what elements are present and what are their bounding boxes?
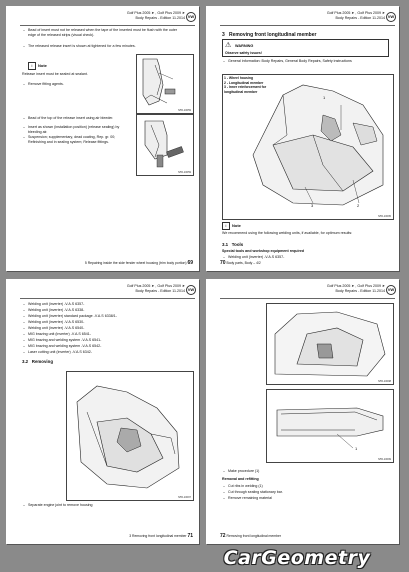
page-header: Golf Plus 2005 ➤ , Golf Plus 2009 ➤ Body Repairs - Edition 11.2014 — [126, 284, 185, 293]
tools-heading: Special tools and workshop equipment required — [222, 249, 305, 253]
page-number: 72 — [220, 533, 226, 539]
document-page-72 — [206, 279, 399, 544]
warning-triangle-icon: ⚠ — [225, 42, 232, 49]
bullet-text: – The released release insert is shown at tightened for a few minutes. — [28, 44, 178, 49]
bullet-text: – General information: Body Repairs, General Body Repairs, Safety instructions — [228, 59, 378, 64]
page-header: Golf Plus 2005 ➤ , Golf Plus 2009 ➤ Body Repairs - Edition 11.2014 — [126, 11, 185, 20]
bullet-text: – Remove fitting agents. — [28, 82, 128, 87]
vw-logo-icon: VW — [386, 285, 396, 295]
subsection-heading: 3.2 Removing — [22, 359, 54, 364]
bullet-text: – Cut through sealing stationary bar. — [228, 490, 378, 495]
engine-joint-drawing — [67, 372, 193, 500]
bullet-text: – Bead of the top of the release insert using air bleeder. — [28, 116, 128, 121]
subheading: Removal and refitting — [222, 477, 259, 481]
page-number: 71 — [187, 533, 193, 539]
header-rule — [220, 298, 395, 299]
air-bleeder-drawing — [137, 115, 193, 175]
figure-air-bleeder: N55-10059 — [136, 114, 194, 176]
list-item: – Welding unit (inverter) -V.A.S 6540- — [28, 326, 178, 331]
figure-seal-insert: N55-10059 — [136, 54, 194, 114]
page-footer: 72 Removing front longitudinal member — [220, 533, 281, 539]
bullet-text: – Bead of insert must not be released when the tape of the inserted must be flush with the outer edge of the released strips (visual check). — [28, 28, 178, 37]
figure-sealing-bar: 1 N55-10099 — [266, 389, 394, 463]
page-header: Golf Plus 2005 ➤ , Golf Plus 2009 ➤ Body Repairs - Edition 11.2014 — [326, 11, 385, 20]
note-text: We recommend using the following welding units, if available, for optimum results: — [222, 231, 353, 235]
page-footer: 3 Removing front longitudinal member 71 — [129, 533, 193, 539]
document-page-71 — [6, 279, 199, 544]
header-rule — [220, 25, 395, 26]
callout-1: 1 — [323, 95, 326, 100]
sealing-bar-drawing — [267, 390, 393, 462]
bullet-text: – Make procedure (1) — [228, 469, 378, 474]
page-number: 69 — [187, 260, 193, 266]
note-text: Release insert must be sealed at sealant. — [22, 72, 88, 76]
section-heading: 3 Removing front longitudinal member — [222, 32, 317, 38]
list-item: – Laser cutting unit (inverter) -V.A.S 6342- — [28, 350, 178, 355]
seal-insert-drawing — [137, 55, 193, 113]
callout-3: 3 — [311, 203, 314, 208]
subsection-heading: 3.1 Tools — [222, 242, 244, 247]
vw-logo-icon: VW — [386, 12, 396, 22]
figure-engine-joint: N55-10097 — [66, 371, 194, 501]
vw-logo-icon: VW — [186, 12, 196, 22]
list-item: – MIG brazing and welding system -V.A.S 6541- — [28, 338, 178, 343]
bullet-text: – Remove remaining material — [228, 496, 378, 501]
page-footer: 70 Body parts, Body – 4/2 — [220, 260, 261, 266]
note-icon: i — [28, 62, 36, 70]
list-item: – Welding unit (inverter) -V.A.S 6357- — [28, 302, 178, 307]
brand-watermark: CarGeometry — [223, 547, 371, 569]
page-footer: 5 Repairing inside the side fender wheel housing (trim body portion) 69 — [84, 260, 193, 266]
figure-legend: 1 - Wheel housing 2 - Longitudinal member 3 - Inner reinforcement for longitudinal member — [224, 76, 270, 94]
note-label: Note — [232, 223, 241, 228]
header-rule — [20, 298, 195, 299]
warning-box: ⚠ WARNING Observe safety issues! — [222, 39, 389, 57]
note-icon: i — [222, 222, 230, 230]
list-item: – MIG brazing and welding system -V.A.S 6542- — [28, 344, 178, 349]
list-item: – Welding unit (inverter) -V.A.S 6530- — [28, 320, 178, 325]
cut-ribs-drawing — [267, 304, 393, 384]
bullet-text: – Cut ribs in welding (1) — [228, 484, 378, 489]
page-header: Golf Plus 2005 ➤ , Golf Plus 2009 ➤ Body Repairs - Edition 11.2014 — [326, 284, 385, 293]
list-item: – Welding unit (inverter) -V.A.S 6338- — [28, 308, 178, 313]
note-label: Note — [38, 63, 47, 68]
figure-longitudinal-member: 1 2 3 N55-10095 — [222, 74, 394, 220]
bullet-text: – Separate engine joint to remove housing — [28, 503, 178, 508]
figure-cut-ribs: N55-10098 — [266, 303, 394, 385]
bullet-text: – Suspension; supplementary, dead coating, Rep. gr. 00; Refinishing and in sealing system; Release fittings. — [28, 135, 128, 144]
bullet-text: – Welding unit (inverter) -V.A.S 6357- — [228, 255, 378, 260]
header-rule — [20, 25, 195, 26]
callout-2: 2 — [357, 203, 360, 208]
bullet-text: – Insert as shown (installation position) (release sealing) by bleeding air. — [28, 125, 128, 134]
list-item: – MIG brazing unit (inverter) -V.A.S 6541- — [28, 332, 178, 337]
vw-logo-icon: VW — [186, 285, 196, 295]
document-page-69 — [6, 6, 199, 271]
page-number: 70 — [220, 260, 226, 266]
document-page-70 — [206, 6, 399, 271]
longitudinal-member-drawing — [223, 75, 393, 219]
callout-1: 1 — [355, 446, 358, 451]
list-item: – Welding unit (inverter) standard package -V.A.S 6338/1- — [28, 314, 178, 319]
